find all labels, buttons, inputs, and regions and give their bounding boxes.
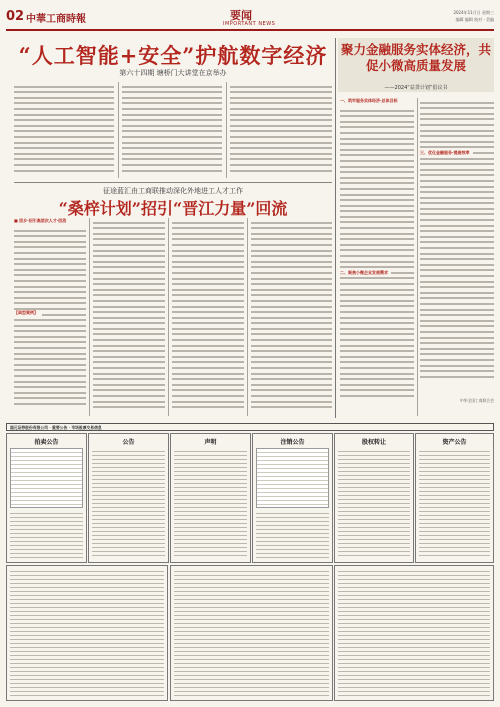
ad-title-5: 股权转让 (361, 439, 386, 446)
section-title: 要闻 (230, 9, 252, 22)
story2-column-2 (93, 218, 165, 416)
column-divider (89, 218, 90, 416)
ad-cell-1 (6, 433, 87, 563)
ad-text-8 (174, 568, 329, 696)
header-date: 2024年11月日 星期三 (453, 10, 494, 15)
main-subhead: 第六十四期 塘桥门大讲堂在京举办 (119, 69, 227, 77)
ad-title-6: 资产公告 (442, 439, 467, 446)
ad-text-1 (10, 510, 83, 558)
column-divider (226, 82, 227, 178)
ad-cell-3 (170, 433, 251, 563)
ad-text-7 (10, 568, 164, 696)
right-section-2: 二、聚焦小微企业发展需求 (340, 270, 391, 276)
ad-cell-5 (334, 433, 414, 563)
header-editors: 编辑 编辑 校对 · 美编 (455, 17, 494, 22)
case-subhead: 【典型案例】 (14, 310, 42, 316)
paper-name: 中華工商時報 (26, 14, 86, 25)
ad-title-1: 拍卖公告 (34, 439, 59, 446)
main-headline: “人工智能+安全”护航数字经济 (18, 43, 328, 68)
right-subhead: ——2024“益贷计划”倡议书 (384, 85, 448, 91)
ad-cell-6 (415, 433, 494, 563)
story2-column-1 (14, 226, 86, 416)
ad-cell-9 (334, 565, 494, 701)
story2-column-4 (251, 218, 332, 416)
page-number: 02 (6, 9, 25, 24)
ad-text-6 (419, 448, 490, 558)
section-title-en: IMPORTANT NEWS (223, 21, 276, 27)
story2-subhead: ■ 回乡·招引高层次人才·回流 (14, 218, 67, 223)
story-divider (14, 182, 332, 183)
column-divider (247, 218, 248, 416)
ad-cell-2 (88, 433, 169, 563)
ad-title-3: 声明 (204, 439, 217, 446)
story1-column-3 (230, 82, 332, 178)
ad-table-1 (10, 448, 83, 508)
ad-text-9 (338, 568, 490, 696)
column-divider (118, 82, 119, 178)
column-divider (168, 218, 169, 416)
story2-kicker: 征途蓝汇由工商联推动深化外地进工人才工作 (103, 187, 243, 195)
ad-cell-4 (252, 433, 333, 563)
column-divider (417, 98, 418, 416)
right-headline: 聚力金融服务实体经济，共促小微高质量发展 (340, 42, 491, 73)
ad-title-4: 注销公告 (280, 439, 305, 446)
right-section-3: 三、优化金融服务·提高效率 (420, 150, 473, 156)
ad-text-3 (174, 448, 247, 558)
right-column-1 (340, 106, 414, 406)
ad-cell-7 (6, 565, 168, 701)
ad-text-5 (338, 448, 410, 558)
ad-cell-8 (170, 565, 333, 701)
story2-column-3 (172, 218, 244, 416)
right-section-1: 一、筑牢服务实体经济·总体目标 (340, 98, 398, 103)
story1-column-2 (122, 82, 222, 178)
masthead (6, 5, 494, 31)
header-info (453, 9, 494, 23)
right-column-2 (420, 98, 494, 388)
ad-text-4 (256, 510, 329, 558)
right-column-divider (335, 38, 336, 418)
ad-band: 国元证券股份有限公司 · 重要公告 · 市场股票交易信息 (6, 423, 494, 431)
story2-headline: “桑梓计划”招引“晋江力量”回流 (58, 199, 288, 218)
ad-title-2: 公告 (122, 439, 135, 446)
story1-column-1 (14, 82, 114, 178)
ad-table-4 (256, 448, 329, 508)
ad-text-2 (92, 448, 165, 558)
right-signature: 中华全国工商联合会 (459, 398, 494, 403)
